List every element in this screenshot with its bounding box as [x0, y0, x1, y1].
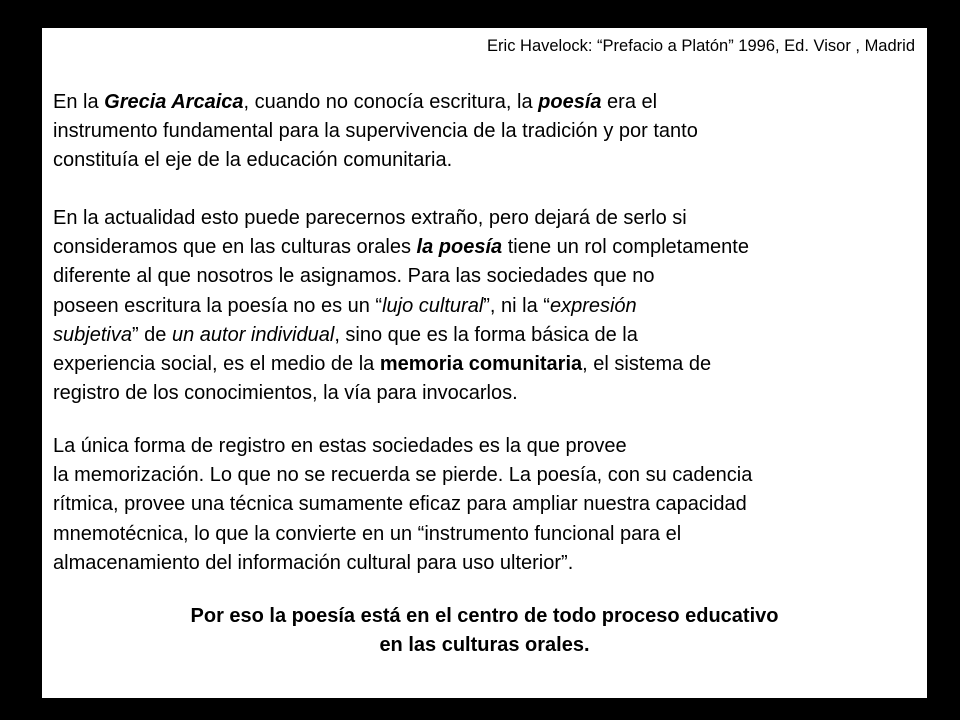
- paragraph-today: [53, 204, 923, 408]
- text-line: consideramos que en las culturas orales la poesía tiene un rol completamente: [53, 236, 749, 259]
- text-line: poseen escritura la poesía no es un “lujo cultural”, ni la “expresión: [53, 294, 637, 317]
- text-line: diferente al que nosotros le asignamos. Para las sociedades que no: [53, 265, 655, 288]
- citation: Eric Havelock: “Prefacio a Platón” 1996, Ed. Visor , Madrid: [487, 37, 915, 55]
- text-line: registro de los conocimientos, la vía para invocarlos.: [53, 382, 518, 405]
- conclusion-line: en las culturas orales.: [379, 634, 590, 657]
- text-line: constituía el eje de la educación comunitaria.: [53, 149, 453, 172]
- text-line: En la Grecia Arcaica, cuando no conocía escritura, la poesía era el: [53, 91, 658, 113]
- emphasis-poesia: poesía: [538, 91, 602, 113]
- emphasis-lujo-cultural: lujo cultural: [382, 294, 484, 317]
- paragraph-greece: [53, 88, 923, 176]
- conclusion-line: Por eso la poesía está en el centro de todo proceso educativo: [190, 605, 779, 627]
- text-line: mnemotécnica, lo que la convierte en un “instrumento funcional para el: [53, 522, 682, 545]
- text-line: instrumento fundamental para la supervivencia de la tradición y por tanto: [53, 120, 698, 143]
- conclusion: [42, 602, 927, 660]
- paragraph-memorization: [53, 432, 923, 578]
- emphasis-expresion: expresión: [549, 294, 637, 317]
- emphasis-subjetiva: subjetiva: [53, 323, 132, 346]
- emphasis-la-poesia: la poesía: [416, 236, 503, 259]
- text-line: almacenamiento del información cultural para uso ulterior”.: [53, 551, 574, 574]
- emphasis-grecia-arcaica: Grecia Arcaica: [104, 91, 244, 113]
- text-line: subjetiva” de un autor individual, sino que es la forma básica de la: [53, 323, 638, 346]
- emphasis-autor-individual: un autor individual: [171, 323, 335, 346]
- text-line: En la actualidad esto puede parecernos extraño, pero dejará de serlo si: [53, 207, 687, 229]
- emphasis-memoria-comunitaria: memoria comunitaria: [379, 353, 583, 376]
- text-line: La única forma de registro en estas sociedades es la que provee: [53, 435, 627, 457]
- text-line: la memorización. Lo que no se recuerda se pierde. La poesía, con su cadencia: [53, 464, 753, 487]
- text-line: experiencia social, es el medio de la memoria comunitaria, el sistema de: [53, 353, 712, 376]
- text-line: rítmica, provee una técnica sumamente eficaz para ampliar nuestra capacidad: [53, 493, 747, 516]
- slide-page: [42, 28, 927, 698]
